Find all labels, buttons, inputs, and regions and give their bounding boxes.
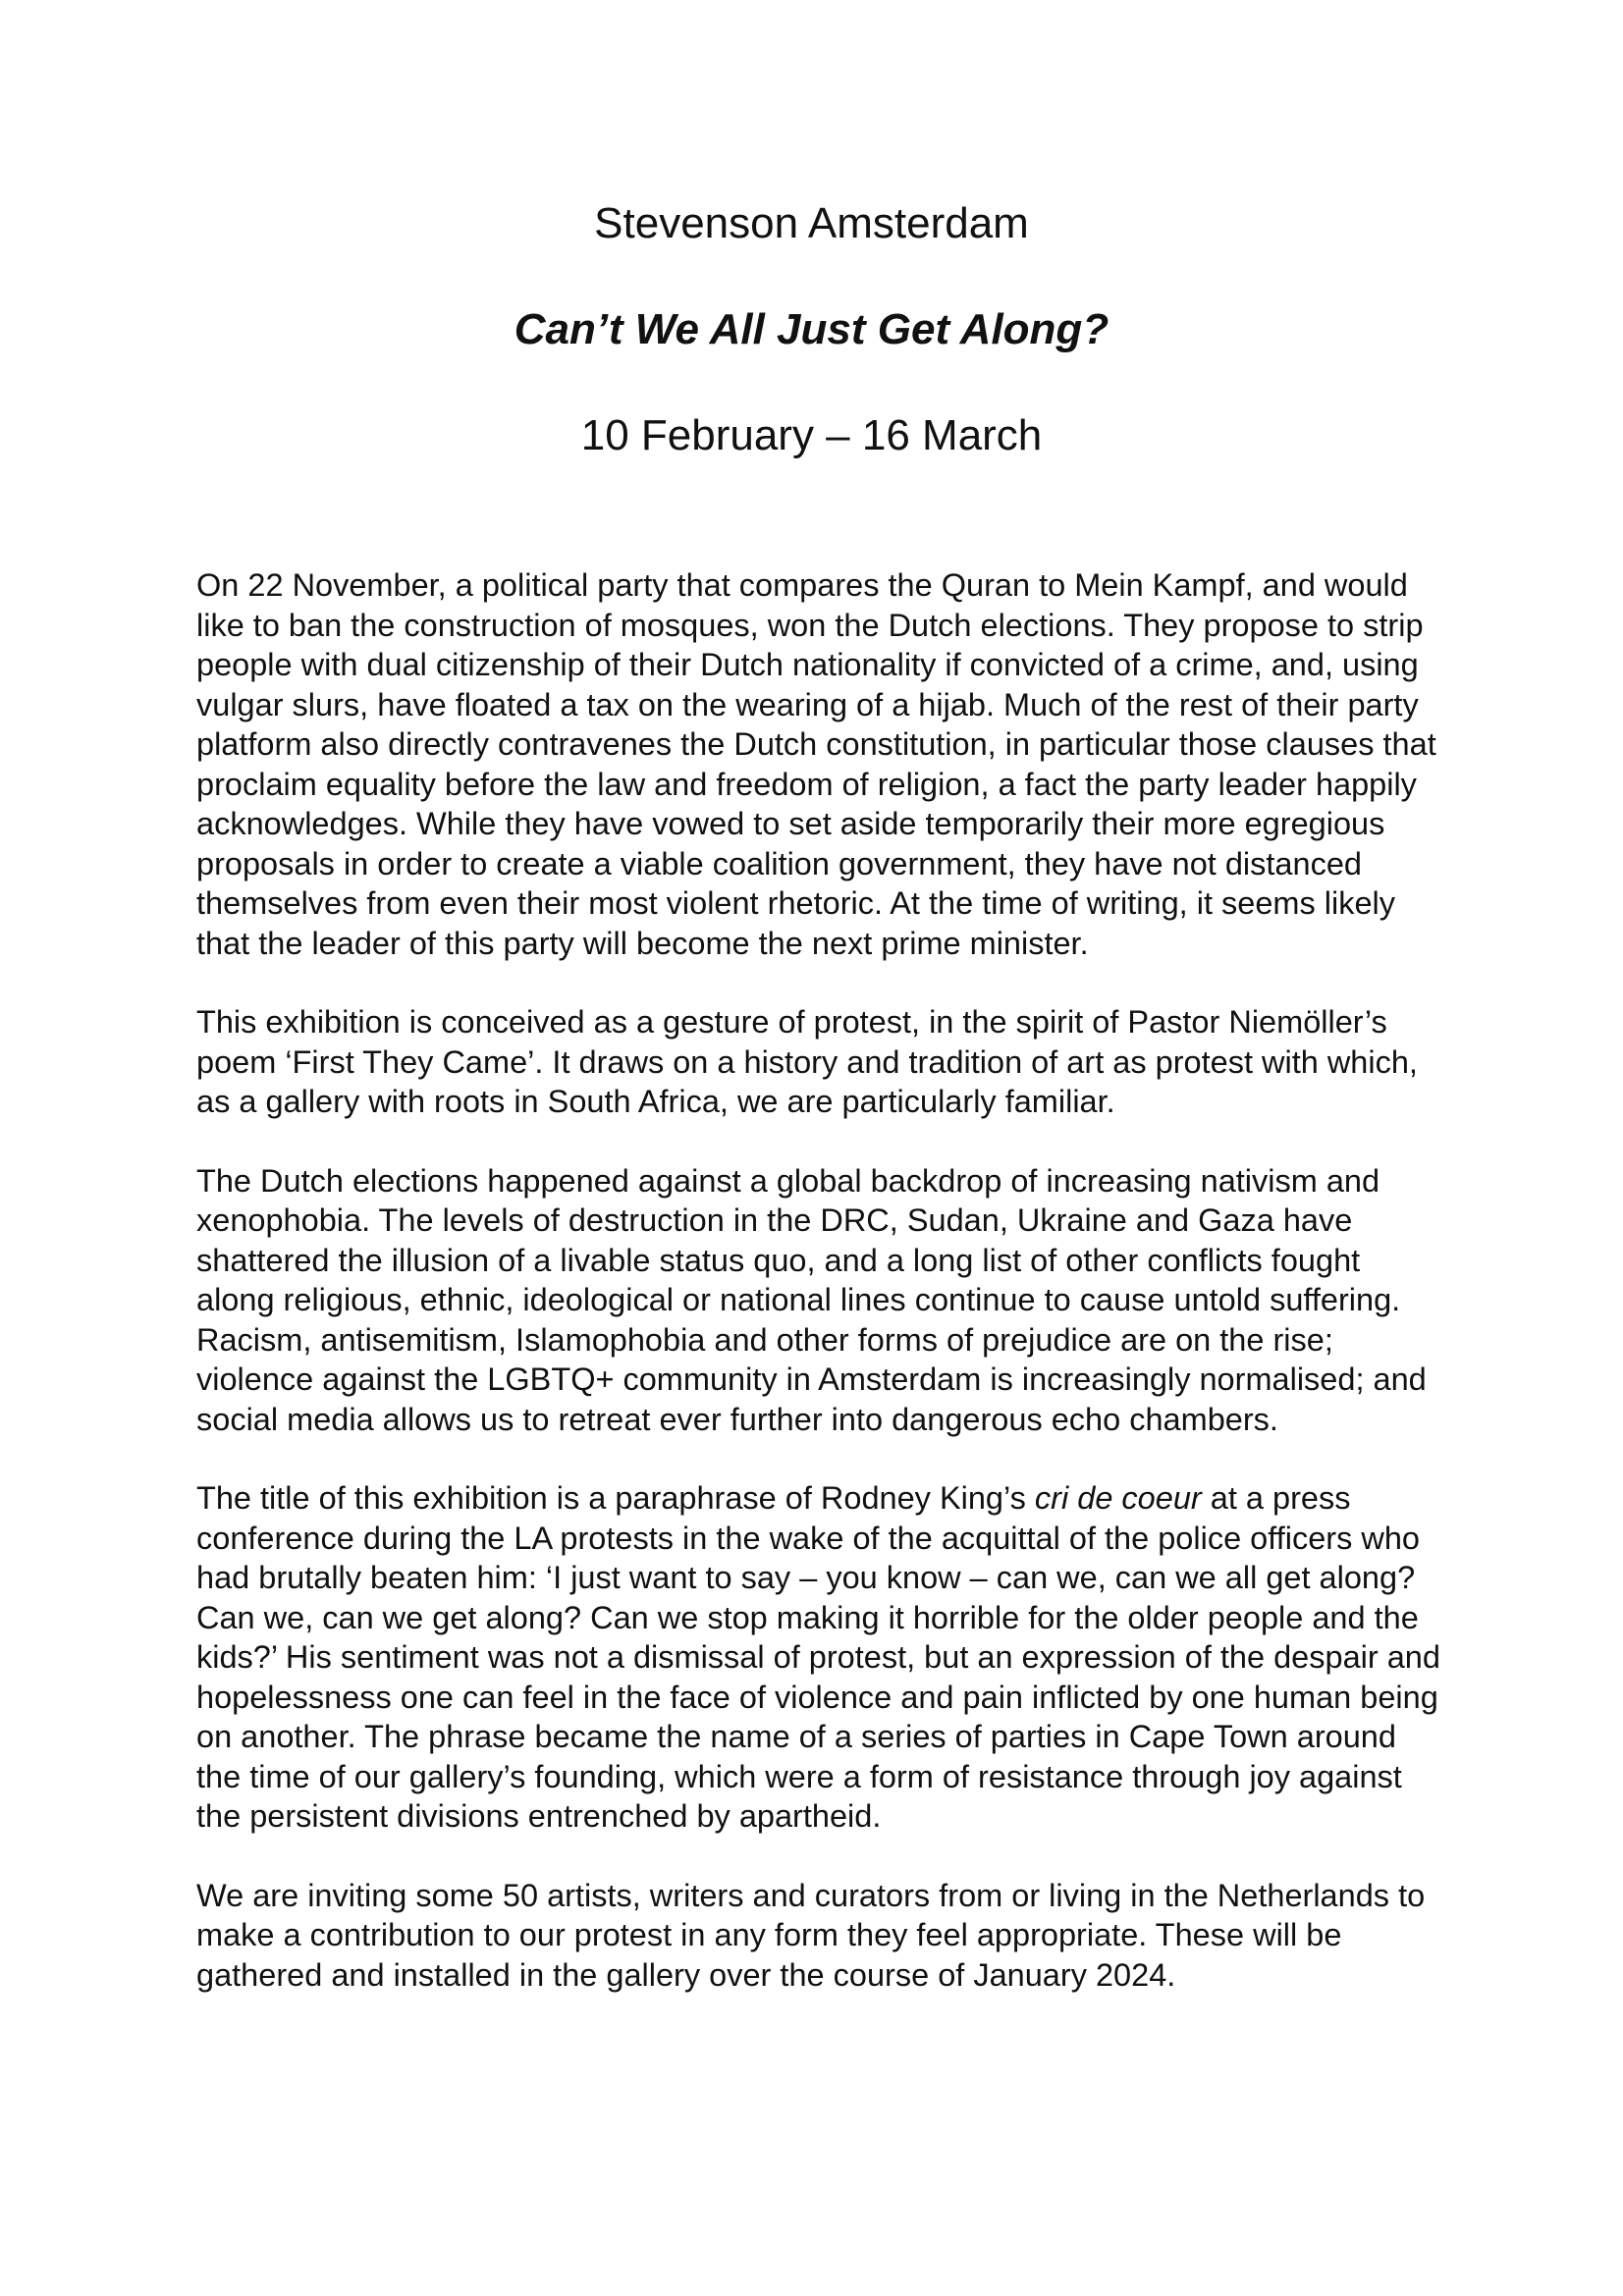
paragraph-2: This exhibition is conceived as a gesture of protest, in the spirit of Pastor Niemöller’s poem ‘First They Came’. It draws on a history and tradition of art as protest with which, as a gallery with roots in South Africa, we are particularly familiar. xyxy=(196,1004,1418,1119)
press-release-body xyxy=(196,565,1443,2034)
paragraph-4 xyxy=(196,1478,1443,1837)
paragraph-5: We are inviting some 50 artists, writers and curators from or living in the Netherlands to make a contribution to our protest in any form they feel appropriate. These will be gathered and installed in the gallery over the course of January 2024. xyxy=(196,1877,1426,1993)
paragraph-3: The Dutch elections happened against a global backdrop of increasing nativism and xenophobia. The levels of destruction in the DRC, Sudan, Ukraine and Gaza have shattered the illusion of a livable status quo, and a long list of other conflicts fought along religious, ethnic, ideological or national lines continue to cause untold suffering. Racism, antisemitism, Islamophobia and other forms of prejudice are on the rise; violence against the LGBTQ+ community in Amsterdam is increasingly normalised; and social media allows us to retreat ever further into dangerous echo chambers. xyxy=(196,1162,1427,1437)
gallery-name: Stevenson Amsterdam xyxy=(594,199,1029,247)
exhibition-title: Can’t We All Just Get Along? xyxy=(514,305,1109,353)
exhibition-dates: 10 February – 16 March xyxy=(580,411,1043,459)
paragraph-1: On 22 November, a political party that compares the Quran to Mein Kampf, and would like to ban the construction of mosques, won the Dutch elections. They propose to strip people with dual citizenship of their Dutch nationality if convicted of a crime, and, using vulgar slurs, have floated a tax on the wearing of a hijab. Much of the rest of their party platform also directly contravenes the Dutch constitution, in particular those clauses that proclaim equality before the law and freedom of religion, a fact the party leader happily acknowledges. While they have vowed to set aside temporarily their more egregious proposals in order to create a viable coalition government, they have not distanced themselves from even their most violent rhetoric. At the time of writing, it seems likely that the leader of this party will become the next prime minister. xyxy=(196,567,1436,961)
paragraph-4-text-end: at a press conference during the LA protests in the wake of the acquittal of the police officers who had brutally beaten him: ‘I just want to say – you know – can we, can we all get along? Can we, can we get along? Can we stop making it horrible for the older people and the kids?’ His sentiment was not a dismissal of protest, but an expression of the despair and hopelessness one can feel in the face of violence and pain inflicted by one human being on another. The phrase became the name of a series of parties in Cape Town around the time of our gallery’s founding, which were a form of resistance through joy against the persistent divisions entrenched by apartheid. xyxy=(196,1480,1440,1834)
paragraph-4-text-start: The title of this exhibition is a paraphrase of Rodney King’s xyxy=(196,1480,1035,1516)
cri-de-coeur-italic: cri de coeur xyxy=(1034,1480,1202,1516)
